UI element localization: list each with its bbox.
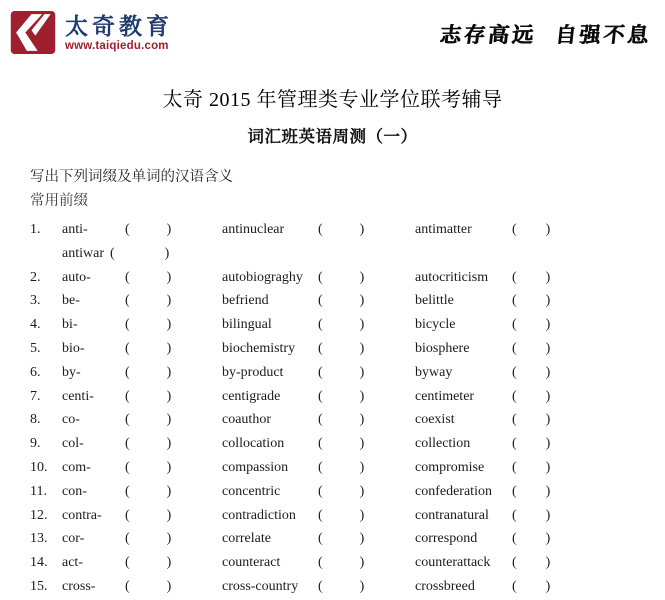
- word: belittle: [415, 293, 454, 309]
- paren-close: ): [545, 507, 551, 523]
- prefix: con-: [62, 483, 87, 499]
- answer-blank: [125, 575, 222, 599]
- word: byway: [415, 364, 453, 380]
- answer-blank: [125, 218, 222, 242]
- instruction-text: 写出下列词缀及单词的汉语含义: [30, 169, 233, 185]
- brand-name: 太奇教育: [65, 13, 173, 39]
- word: coauthor: [222, 412, 271, 428]
- word: biochemistry: [222, 340, 296, 356]
- paren-close: ): [545, 317, 551, 333]
- answer-blank: [512, 575, 602, 599]
- paren-open: (: [125, 293, 130, 309]
- paren-open: (: [512, 412, 517, 428]
- paren-open: (: [512, 364, 517, 380]
- answer-blank: [318, 313, 415, 337]
- paren-open: (: [318, 459, 323, 475]
- paren-open: (: [125, 340, 130, 356]
- paren-open: (: [318, 269, 323, 285]
- paren-close: ): [359, 293, 365, 309]
- prefix: bio-: [62, 340, 85, 356]
- paren-close: ): [166, 269, 172, 285]
- item-number: 15.: [30, 578, 48, 594]
- word: correspond: [415, 531, 478, 547]
- paren-open: (: [318, 340, 323, 356]
- paren-close: ): [545, 293, 551, 309]
- word: centimeter: [415, 388, 475, 404]
- word: compromise: [415, 459, 485, 475]
- list-item: [30, 551, 665, 575]
- word: cross-country: [222, 578, 299, 594]
- paren-close: ): [166, 483, 172, 499]
- paren-open: (: [318, 578, 323, 594]
- calligraphy-slogan: 志存高远 自强不息: [438, 22, 653, 47]
- paren-open: (: [318, 531, 323, 547]
- paren-close: ): [545, 436, 551, 452]
- answer-blank: [512, 266, 602, 290]
- item-number: 9.: [30, 436, 41, 452]
- list-item: [30, 289, 665, 313]
- item-number: 4.: [30, 317, 41, 333]
- list-item: [30, 218, 665, 242]
- prefix: cross-: [62, 578, 96, 594]
- answer-blank: [318, 551, 415, 575]
- paren-close: ): [359, 436, 365, 452]
- list-item: [30, 527, 665, 551]
- answer-blank: [318, 385, 415, 409]
- paren-open: (: [318, 222, 323, 237]
- answer-blank: [318, 456, 415, 480]
- answer-blank: [318, 575, 415, 599]
- prefix: cor-: [62, 531, 85, 547]
- paren-open: (: [512, 436, 517, 452]
- paren-open: (: [512, 317, 517, 333]
- paren-close: ): [166, 412, 172, 428]
- answer-blank: [512, 480, 602, 504]
- paren-close: ): [545, 269, 551, 285]
- prefix: col-: [62, 436, 84, 452]
- paren-close: ): [545, 459, 551, 475]
- answer-blank: [512, 385, 602, 409]
- item-number: 11.: [30, 483, 47, 499]
- paren-open: (: [318, 364, 323, 380]
- word: befriend: [222, 293, 269, 309]
- item-number: 1.: [30, 222, 41, 237]
- list-item-continuation: [30, 242, 665, 266]
- word: bicycle: [415, 317, 456, 333]
- paren-close: ): [166, 222, 172, 237]
- word: confederation: [415, 483, 492, 499]
- answer-blank: [125, 504, 222, 528]
- word: counterattack: [415, 555, 491, 571]
- brand-url: www.taiqiedu.com: [65, 40, 169, 52]
- word: autobiograghy: [222, 269, 303, 285]
- list-item: [30, 575, 665, 599]
- paren-open: (: [125, 531, 130, 547]
- prefix: auto-: [62, 269, 91, 285]
- paren-close: ): [359, 531, 365, 547]
- paren-close: ): [166, 317, 172, 333]
- list-item: [30, 361, 665, 385]
- paren-open: (: [512, 222, 517, 237]
- answer-blank: [125, 385, 222, 409]
- answer-blank: [318, 218, 415, 242]
- paren-open: (: [512, 269, 517, 285]
- paren-close: ): [359, 459, 365, 475]
- word: collocation: [222, 436, 285, 452]
- word: biosphere: [415, 340, 470, 356]
- list-item: [30, 385, 665, 409]
- answer-blank: [125, 527, 222, 551]
- answer-blank: [318, 408, 415, 432]
- paren-close: ): [166, 293, 172, 309]
- item-number: 10.: [30, 459, 48, 475]
- paren-open: (: [125, 578, 130, 594]
- word: correlate: [222, 531, 271, 547]
- paren-close: ): [359, 578, 365, 594]
- paren-close: ): [359, 340, 365, 356]
- brand-text: [65, 8, 173, 54]
- paren-close: ): [166, 436, 172, 452]
- answer-blank: [125, 313, 222, 337]
- word: antimatter: [415, 222, 472, 237]
- prefix: co-: [62, 412, 80, 428]
- page-title: 太奇 2015 年管理类专业学位联考辅导: [162, 89, 503, 111]
- paren-close: ): [545, 483, 551, 499]
- paren-close: ): [359, 483, 365, 499]
- paren-open: (: [125, 555, 130, 571]
- paren-open: (: [125, 412, 130, 428]
- paren-open: (: [318, 412, 323, 428]
- paren-close: ): [359, 364, 365, 380]
- paren-close: ): [166, 555, 172, 571]
- answer-blank: [318, 504, 415, 528]
- paren-close: ): [545, 555, 551, 571]
- paren-open: (: [125, 388, 130, 404]
- answer-blank: [125, 337, 222, 361]
- word: compassion: [222, 459, 289, 475]
- item-number: 13.: [30, 531, 48, 547]
- word: contranatural: [415, 507, 489, 523]
- word: autocriticism: [415, 269, 489, 285]
- list-item: [30, 480, 665, 504]
- prefix: anti-: [62, 222, 88, 237]
- paren-open: (: [512, 555, 517, 571]
- paren-close: ): [359, 222, 365, 237]
- list-item: [30, 456, 665, 480]
- paren-close: ): [166, 531, 172, 547]
- answer-blank: [512, 551, 602, 575]
- item-number: 6.: [30, 364, 41, 380]
- paren-open: (: [512, 531, 517, 547]
- answer-blank: [512, 456, 602, 480]
- paren-open: (: [318, 388, 323, 404]
- prefix: by-: [62, 364, 81, 380]
- prefix: act-: [62, 555, 83, 571]
- paren-open: (: [512, 293, 517, 309]
- paren-open: (: [318, 317, 323, 333]
- paren-open: (: [125, 507, 130, 523]
- taiqi-logo-icon: [10, 8, 56, 57]
- paren-close: ): [545, 388, 551, 404]
- word: antiwar: [62, 245, 104, 261]
- paren-open: (: [512, 507, 517, 523]
- brand: [10, 8, 173, 57]
- item-number: 3.: [30, 293, 41, 309]
- prefix: bi-: [62, 317, 78, 333]
- word: concentric: [222, 483, 281, 499]
- list-item: [30, 337, 665, 361]
- item-number: 8.: [30, 412, 41, 428]
- answer-blank: [512, 337, 602, 361]
- paren-close: ): [545, 412, 551, 428]
- paren-open: (: [318, 436, 323, 452]
- word: antinuclear: [222, 222, 285, 237]
- item-number: 7.: [30, 388, 41, 404]
- paren-open: (: [512, 340, 517, 356]
- word: collection: [415, 436, 471, 452]
- paren-open: (: [318, 293, 323, 309]
- answer-blank: [512, 432, 602, 456]
- answer-blank: [125, 551, 222, 575]
- list-item: [30, 408, 665, 432]
- list-item: [30, 313, 665, 337]
- answer-blank: [512, 313, 602, 337]
- word: crossbreed: [415, 578, 475, 594]
- paren-close: ): [359, 555, 365, 571]
- paren-open: (: [125, 459, 130, 475]
- answer-blank: [318, 361, 415, 385]
- paren-close: ): [359, 317, 365, 333]
- answer-blank: [512, 289, 602, 313]
- answer-blank: [125, 408, 222, 432]
- paren-close: ): [545, 364, 551, 380]
- answer-blank: [512, 504, 602, 528]
- paren-open: (: [512, 483, 517, 499]
- paren-close: ): [166, 578, 172, 594]
- answer-blank: [318, 266, 415, 290]
- answer-blank: [318, 289, 415, 313]
- word: bilingual: [222, 317, 272, 333]
- header: [0, 0, 665, 64]
- list-item: [30, 504, 665, 528]
- answer-blank: [318, 527, 415, 551]
- paren-close: ): [359, 388, 365, 404]
- list-item: [30, 432, 665, 456]
- paren-close: ): [545, 340, 551, 356]
- paren-close: ): [166, 459, 172, 475]
- answer-blank: [512, 361, 602, 385]
- paren-open: (: [125, 269, 130, 285]
- answer-blank: [62, 242, 512, 266]
- prefix: com-: [62, 459, 91, 475]
- paren-open: (: [318, 483, 323, 499]
- list-item: [30, 266, 665, 290]
- answer-blank: [125, 456, 222, 480]
- paren-close: ): [166, 388, 172, 404]
- word: counteract: [222, 555, 281, 571]
- prefix-word-list: [30, 218, 665, 599]
- answer-blank: [512, 527, 602, 551]
- paren-open: (: [512, 388, 517, 404]
- word: centigrade: [222, 388, 281, 404]
- answer-blank: [512, 218, 602, 242]
- paren-close: ): [545, 222, 551, 237]
- paren-close: ): [359, 412, 365, 428]
- paren-close: ): [164, 245, 170, 261]
- answer-blank: [125, 480, 222, 504]
- paren-open: (: [125, 483, 130, 499]
- paren-open: (: [318, 555, 323, 571]
- answer-blank: [125, 361, 222, 385]
- item-number: 2.: [30, 269, 41, 285]
- answer-blank: [318, 432, 415, 456]
- answer-blank: [318, 337, 415, 361]
- paren-close: ): [545, 531, 551, 547]
- item-number: 14.: [30, 555, 48, 571]
- answer-blank: [512, 408, 602, 432]
- paren-open: (: [512, 459, 517, 475]
- paren-open: (: [109, 245, 115, 261]
- answer-blank: [318, 480, 415, 504]
- paren-close: ): [545, 578, 551, 594]
- paren-close: ): [359, 507, 365, 523]
- paren-open: (: [318, 507, 323, 523]
- page-subtitle: 词汇班英语周测（一）: [247, 128, 418, 146]
- item-number: 5.: [30, 340, 41, 356]
- paren-open: (: [125, 317, 130, 333]
- paren-open: (: [125, 436, 130, 452]
- section-heading: 常用前缀: [30, 193, 88, 209]
- paren-open: (: [512, 578, 517, 594]
- paren-close: ): [359, 269, 365, 285]
- paren-close: ): [166, 507, 172, 523]
- paren-close: ): [166, 364, 172, 380]
- answer-blank: [125, 289, 222, 313]
- word: by-product: [222, 364, 284, 380]
- prefix: be-: [62, 293, 80, 309]
- answer-blank: [125, 266, 222, 290]
- paren-close: ): [166, 340, 172, 356]
- prefix: contra-: [62, 507, 102, 523]
- answer-blank: [125, 432, 222, 456]
- paren-open: (: [125, 222, 130, 237]
- prefix: centi-: [62, 388, 94, 404]
- word: contradiction: [222, 507, 296, 523]
- item-number: 12.: [30, 507, 48, 523]
- word: coexist: [415, 412, 455, 428]
- paren-open: (: [125, 364, 130, 380]
